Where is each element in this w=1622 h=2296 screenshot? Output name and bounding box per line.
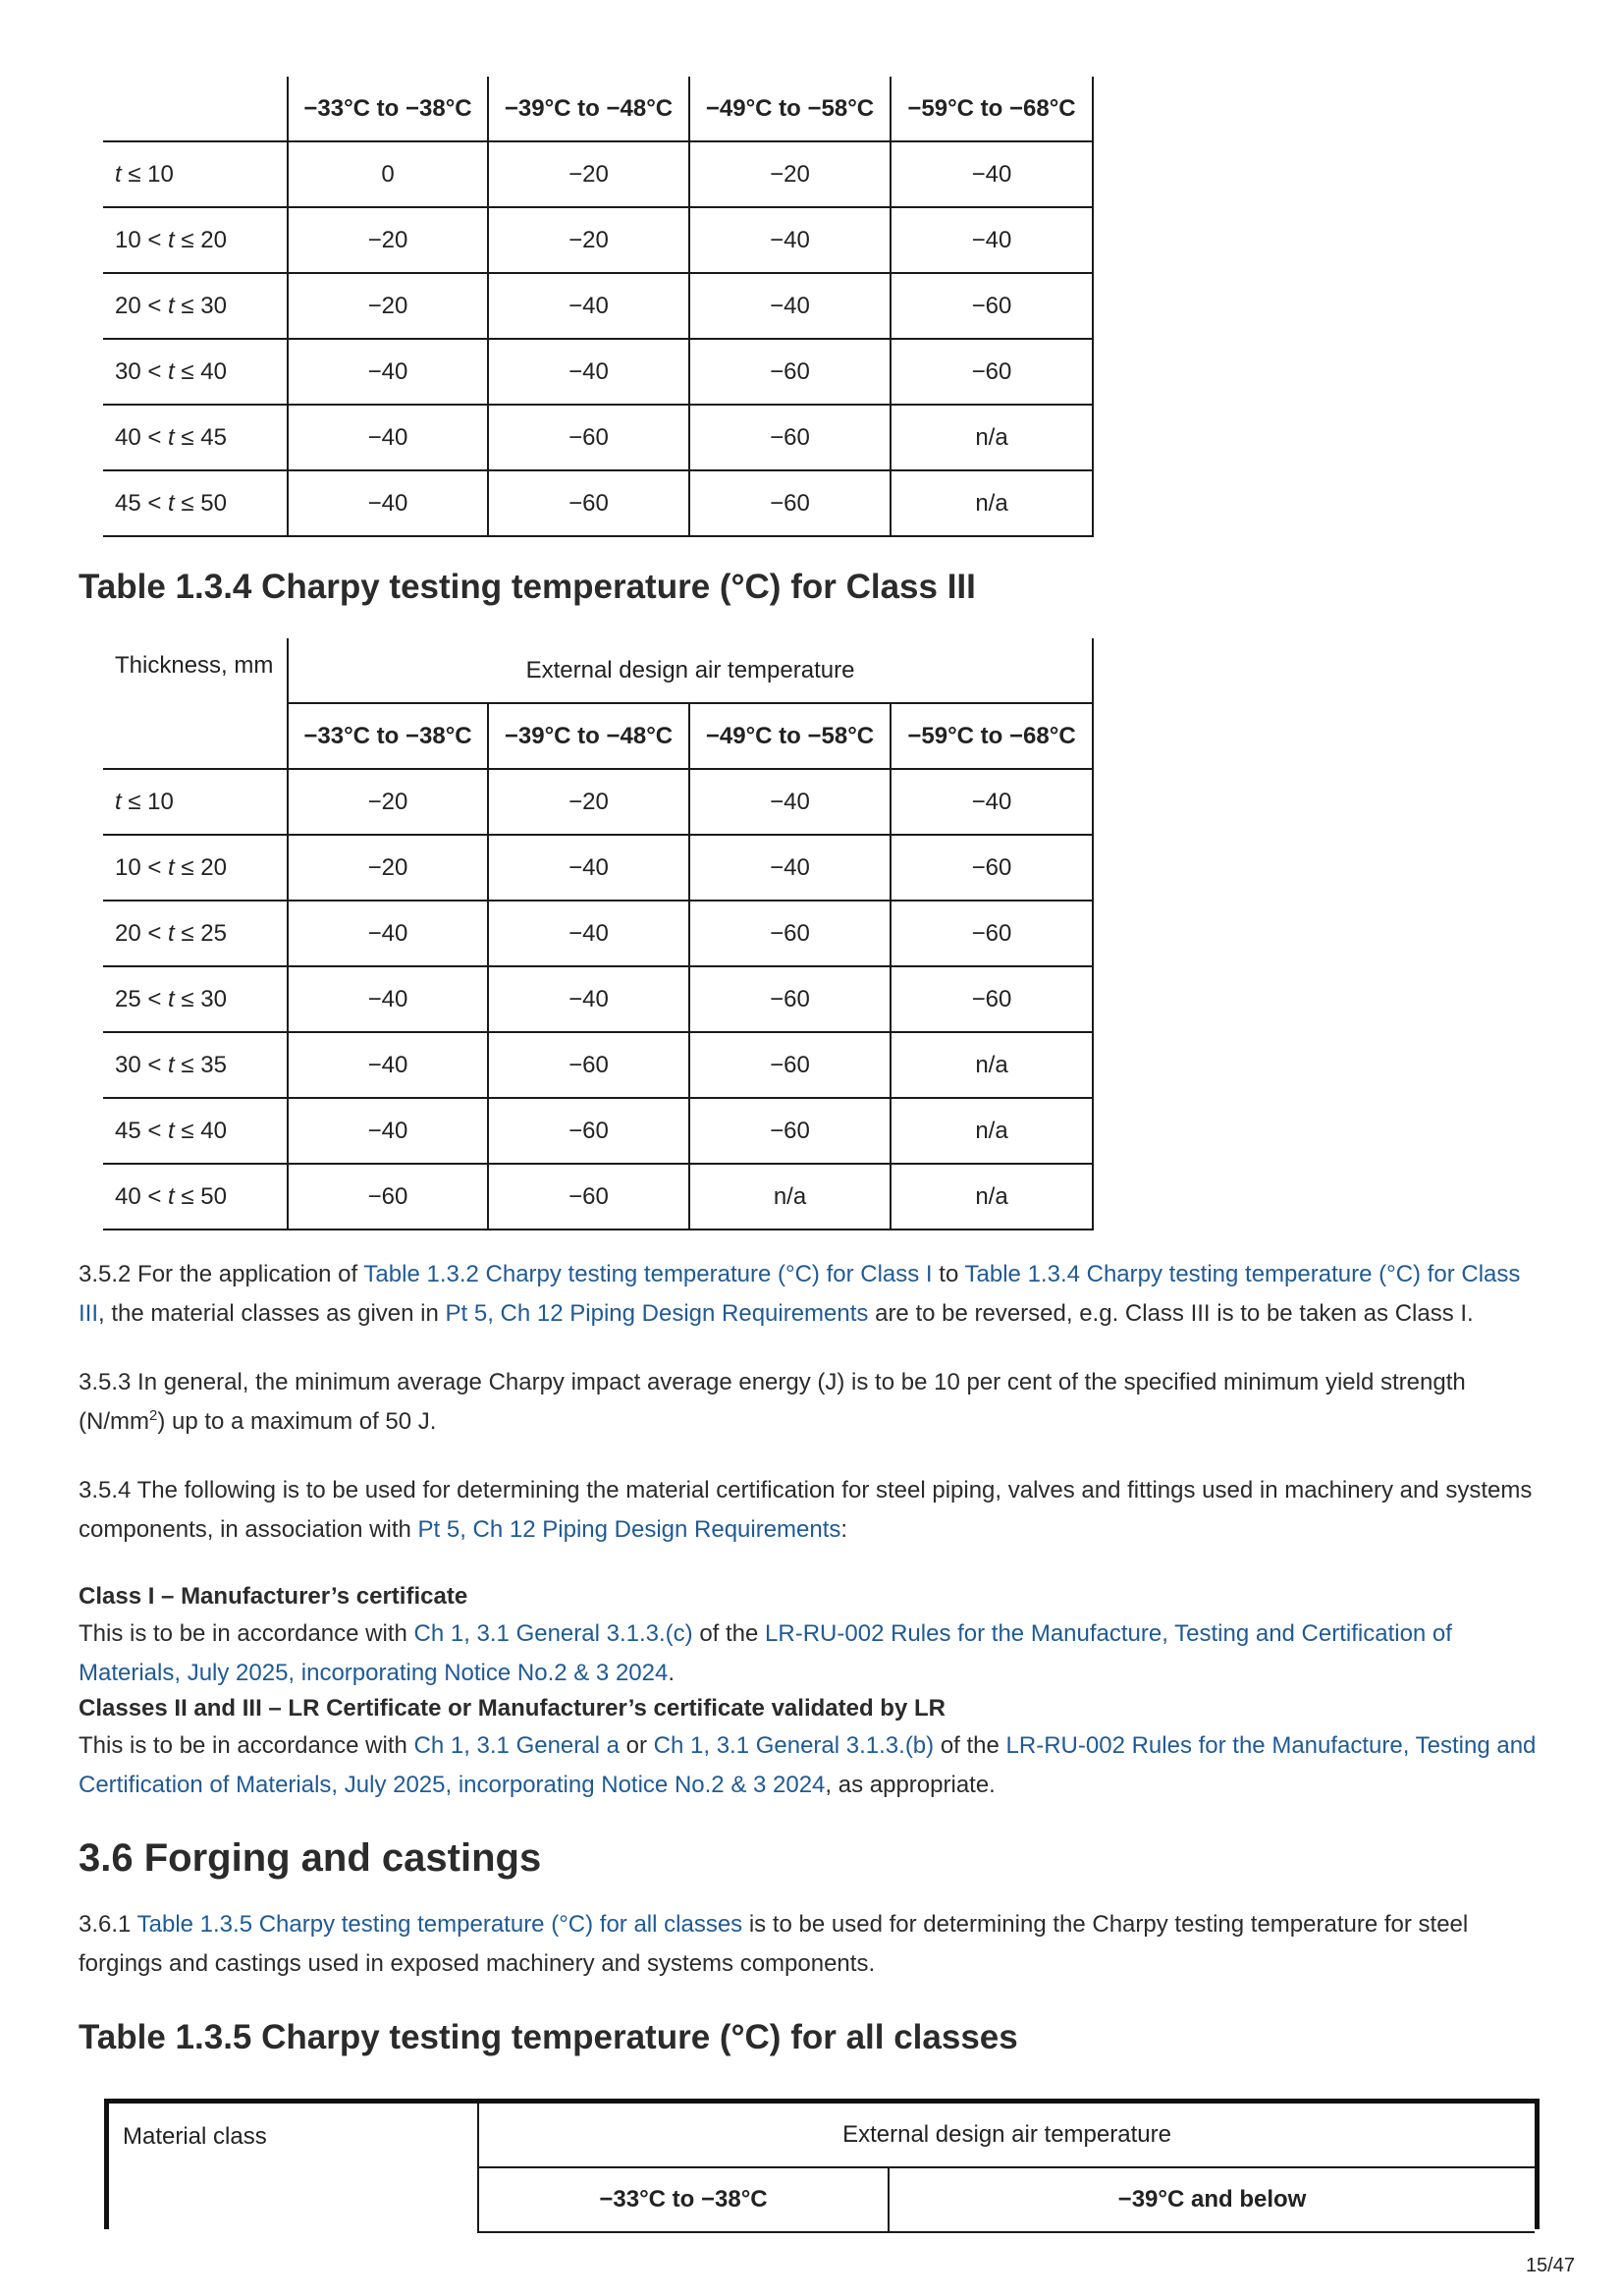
column-header: −33°C to −38°C xyxy=(288,77,488,141)
link-pt5-ch12[interactable]: Pt 5, Ch 12 Piping Design Requirements xyxy=(445,1300,869,1327)
table-135-title: Table 1.3.5 Charpy testing temperature (°C) for all classes xyxy=(79,2018,1018,2056)
column-header: −59°C to −68°C xyxy=(891,703,1093,769)
value-cell: −20 xyxy=(488,207,689,273)
column-header: −33°C to −38°C xyxy=(288,703,488,769)
value-cell: −40 xyxy=(488,835,689,901)
value-cell: −40 xyxy=(288,901,488,966)
column-header: −59°C to −68°C xyxy=(891,77,1093,141)
material-class-header: Material class xyxy=(109,2104,478,2232)
value-cell: n/a xyxy=(891,1032,1093,1098)
value-cell: −40 xyxy=(488,966,689,1032)
value-cell: −60 xyxy=(689,1032,891,1098)
column-header-blank xyxy=(103,77,288,141)
charpy-table-all-classes xyxy=(104,2099,1540,2229)
value-cell: −40 xyxy=(288,1032,488,1098)
group-header: External design air temperature xyxy=(288,638,1093,703)
paragraph-3-5-3: 3.5.3 In general, the minimum average Charpy impact average energy (J) is to be 10 per cent of the specified minimum yield strength $(N/mm^2)$ up to a maximum of 50 J. xyxy=(79,1369,1466,1435)
value-cell: −40 xyxy=(689,273,891,339)
value-cell: −60 xyxy=(689,901,891,966)
table-row xyxy=(103,405,1093,470)
thickness-cell: 10 < t ≤ 20 xyxy=(103,207,288,273)
table-row xyxy=(103,339,1093,405)
value-cell: n/a xyxy=(891,470,1093,536)
value-cell: −60 xyxy=(488,1164,689,1230)
value-cell: −60 xyxy=(689,966,891,1032)
column-header: −39°C to −48°C xyxy=(488,77,689,141)
column-header: −49°C to −58°C xyxy=(689,77,891,141)
column-header: −33°C to −38°C xyxy=(478,2167,889,2232)
value-cell: −40 xyxy=(488,273,689,339)
value-cell: −20 xyxy=(288,207,488,273)
value-cell: −60 xyxy=(488,1032,689,1098)
value-cell: −40 xyxy=(288,1098,488,1164)
thickness-cell: 40 < t ≤ 50 xyxy=(103,1164,288,1230)
value-cell: −20 xyxy=(488,769,689,835)
thickness-cell: 40 < t ≤ 45 xyxy=(103,405,288,470)
value-cell: −60 xyxy=(891,273,1093,339)
table-row xyxy=(103,769,1093,835)
link-lr-ru-002[interactable]: LR-RU-002 Rules for the Manufacture, Testing and Certification of Materials, July 2025, incorporating Notice No.2 & 3 2024 xyxy=(79,1732,1537,1798)
table-row xyxy=(103,1032,1093,1098)
link-ch1-3-1-3-b[interactable]: Ch 1, 3.1 General 3.1.3.(b) xyxy=(653,1732,935,1759)
table-row xyxy=(103,207,1093,273)
value-cell: −60 xyxy=(488,470,689,536)
value-cell: n/a xyxy=(891,405,1093,470)
value-cell: −40 xyxy=(288,470,488,536)
value-cell: −40 xyxy=(689,769,891,835)
class-i-heading: Class I – Manufacturer’s certificate xyxy=(79,1583,468,1610)
value-cell: −60 xyxy=(288,1164,488,1230)
value-cell: −40 xyxy=(689,835,891,901)
table-row xyxy=(103,901,1093,966)
thickness-cell: 30 < t ≤ 35 xyxy=(103,1032,288,1098)
value-cell: n/a xyxy=(891,1098,1093,1164)
value-cell: −60 xyxy=(689,470,891,536)
thickness-cell: 25 < t ≤ 30 xyxy=(103,966,288,1032)
thickness-cell: t ≤ 10 xyxy=(103,141,288,207)
value-cell: −40 xyxy=(488,901,689,966)
link-table-1-3-5[interactable]: Table 1.3.5 Charpy testing temperature (°C) for all classes xyxy=(136,1911,743,1938)
value-cell: −60 xyxy=(488,1098,689,1164)
table-row xyxy=(103,1098,1093,1164)
value-cell: −40 xyxy=(288,339,488,405)
table-row xyxy=(103,1164,1093,1230)
page-number: 15/47 xyxy=(1525,2255,1575,2276)
value-cell: 0 xyxy=(288,141,488,207)
thickness-cell: 30 < t ≤ 40 xyxy=(103,339,288,405)
value-cell: −20 xyxy=(288,835,488,901)
column-header: −39°C to −48°C xyxy=(488,703,689,769)
link-ch1-3-1-3-c[interactable]: Ch 1, 3.1 General 3.1.3.(c) xyxy=(413,1620,693,1647)
table-row xyxy=(103,470,1093,536)
thickness-cell: 20 < t ≤ 25 xyxy=(103,901,288,966)
value-cell: −60 xyxy=(891,835,1093,901)
value-cell: −20 xyxy=(689,141,891,207)
thickness-cell: 10 < t ≤ 20 xyxy=(103,835,288,901)
link-pt5-ch12[interactable]: Pt 5, Ch 12 Piping Design Requirements xyxy=(417,1516,841,1543)
thickness-cell: 20 < t ≤ 30 xyxy=(103,273,288,339)
link-table-1-3-4[interactable]: Table 1.3.4 Charpy testing temperature (°C) for Class III xyxy=(79,1261,1521,1327)
thickness-cell: 45 < t ≤ 50 xyxy=(103,470,288,536)
value-cell: −40 xyxy=(689,207,891,273)
value-cell: −60 xyxy=(891,339,1093,405)
value-cell: −60 xyxy=(488,405,689,470)
value-cell: −40 xyxy=(891,769,1093,835)
link-lr-ru-002[interactable]: LR-RU-002 Rules for the Manufacture, Testing and Certification of Materials, July 2025, incorporating Notice No.2 & 3 2024 xyxy=(79,1620,1452,1686)
group-header: External design air temperature xyxy=(478,2104,1535,2167)
value-cell: −40 xyxy=(891,207,1093,273)
class-i-paragraph: This is to be in accordance with Ch 1, 3.1 General 3.1.3.(c) of the LR-RU-002 Rules for the Manufacture, Testing and Certification of Materials, July 2025, incorporating Notice No.2 & 3 2024. xyxy=(79,1620,1452,1686)
thickness-header: Thickness, mm xyxy=(103,638,288,769)
value-cell: −20 xyxy=(488,141,689,207)
section-3-6-heading: 3.6 Forging and castings xyxy=(79,1836,542,1880)
value-cell: −60 xyxy=(891,966,1093,1032)
value-cell: −60 xyxy=(689,405,891,470)
table-134-title: Table 1.3.4 Charpy testing temperature (°C) for Class III xyxy=(79,568,976,606)
value-cell: n/a xyxy=(689,1164,891,1230)
value-cell: −20 xyxy=(288,273,488,339)
charpy-table-continued xyxy=(103,77,1094,537)
value-cell: −60 xyxy=(891,901,1093,966)
thickness-cell: t ≤ 10 xyxy=(103,769,288,835)
link-table-1-3-2[interactable]: Table 1.3.2 Charpy testing temperature (°C) for Class I xyxy=(363,1261,933,1287)
value-cell: −40 xyxy=(891,141,1093,207)
class-ii-iii-paragraph: This is to be in accordance with Ch 1, 3.1 General a or Ch 1, 3.1 General 3.1.3.(b) of the LR-RU-002 Rules for the Manufacture, Testing and Certification of Materials, July 2025, incorporating Notice No.2 & 3 2024, as appropriate. xyxy=(79,1732,1537,1798)
class-ii-iii-heading: Classes II and III – LR Certificate or Manufacturer’s certificate validated by LR xyxy=(79,1695,946,1722)
value-cell: n/a xyxy=(891,1164,1093,1230)
table-row xyxy=(103,141,1093,207)
paragraph-3-6-1: 3.6.1 Table 1.3.5 Charpy testing temperature (°C) for all classes is to be used for determining the Charpy testing temperature for steel forgings and castings used in exposed machinery and systems components. xyxy=(79,1911,1469,1977)
value-cell: −40 xyxy=(488,339,689,405)
value-cell: −40 xyxy=(288,966,488,1032)
paragraph-3-5-2: 3.5.2 For the application of Table 1.3.2 Charpy testing temperature (°C) for Class I to Table 1.3.4 Charpy testing temperature (°C) for Class III, the material classes as given in Pt 5, Ch 12 Piping Design Requirements are to be reversed, e.g. Class III is to be taken as Class I. xyxy=(79,1261,1521,1327)
value-cell: −20 xyxy=(288,769,488,835)
charpy-table-class-iii xyxy=(103,638,1094,1230)
table-row xyxy=(103,966,1093,1032)
value-cell: −60 xyxy=(689,1098,891,1164)
table-row xyxy=(103,273,1093,339)
column-header: −39°C and below xyxy=(889,2167,1535,2232)
thickness-cell: 45 < t ≤ 40 xyxy=(103,1098,288,1164)
paragraph-3-5-4: 3.5.4 The following is to be used for determining the material certification for steel piping, valves and fittings used in machinery and systems components, in association with Pt 5, Ch 12 Piping Design Requirements: xyxy=(79,1477,1533,1543)
column-header: −49°C to −58°C xyxy=(689,703,891,769)
value-cell: −60 xyxy=(689,339,891,405)
value-cell: −40 xyxy=(288,405,488,470)
link-ch1-3-1-a[interactable]: Ch 1, 3.1 General a xyxy=(413,1732,620,1759)
table-row xyxy=(103,835,1093,901)
